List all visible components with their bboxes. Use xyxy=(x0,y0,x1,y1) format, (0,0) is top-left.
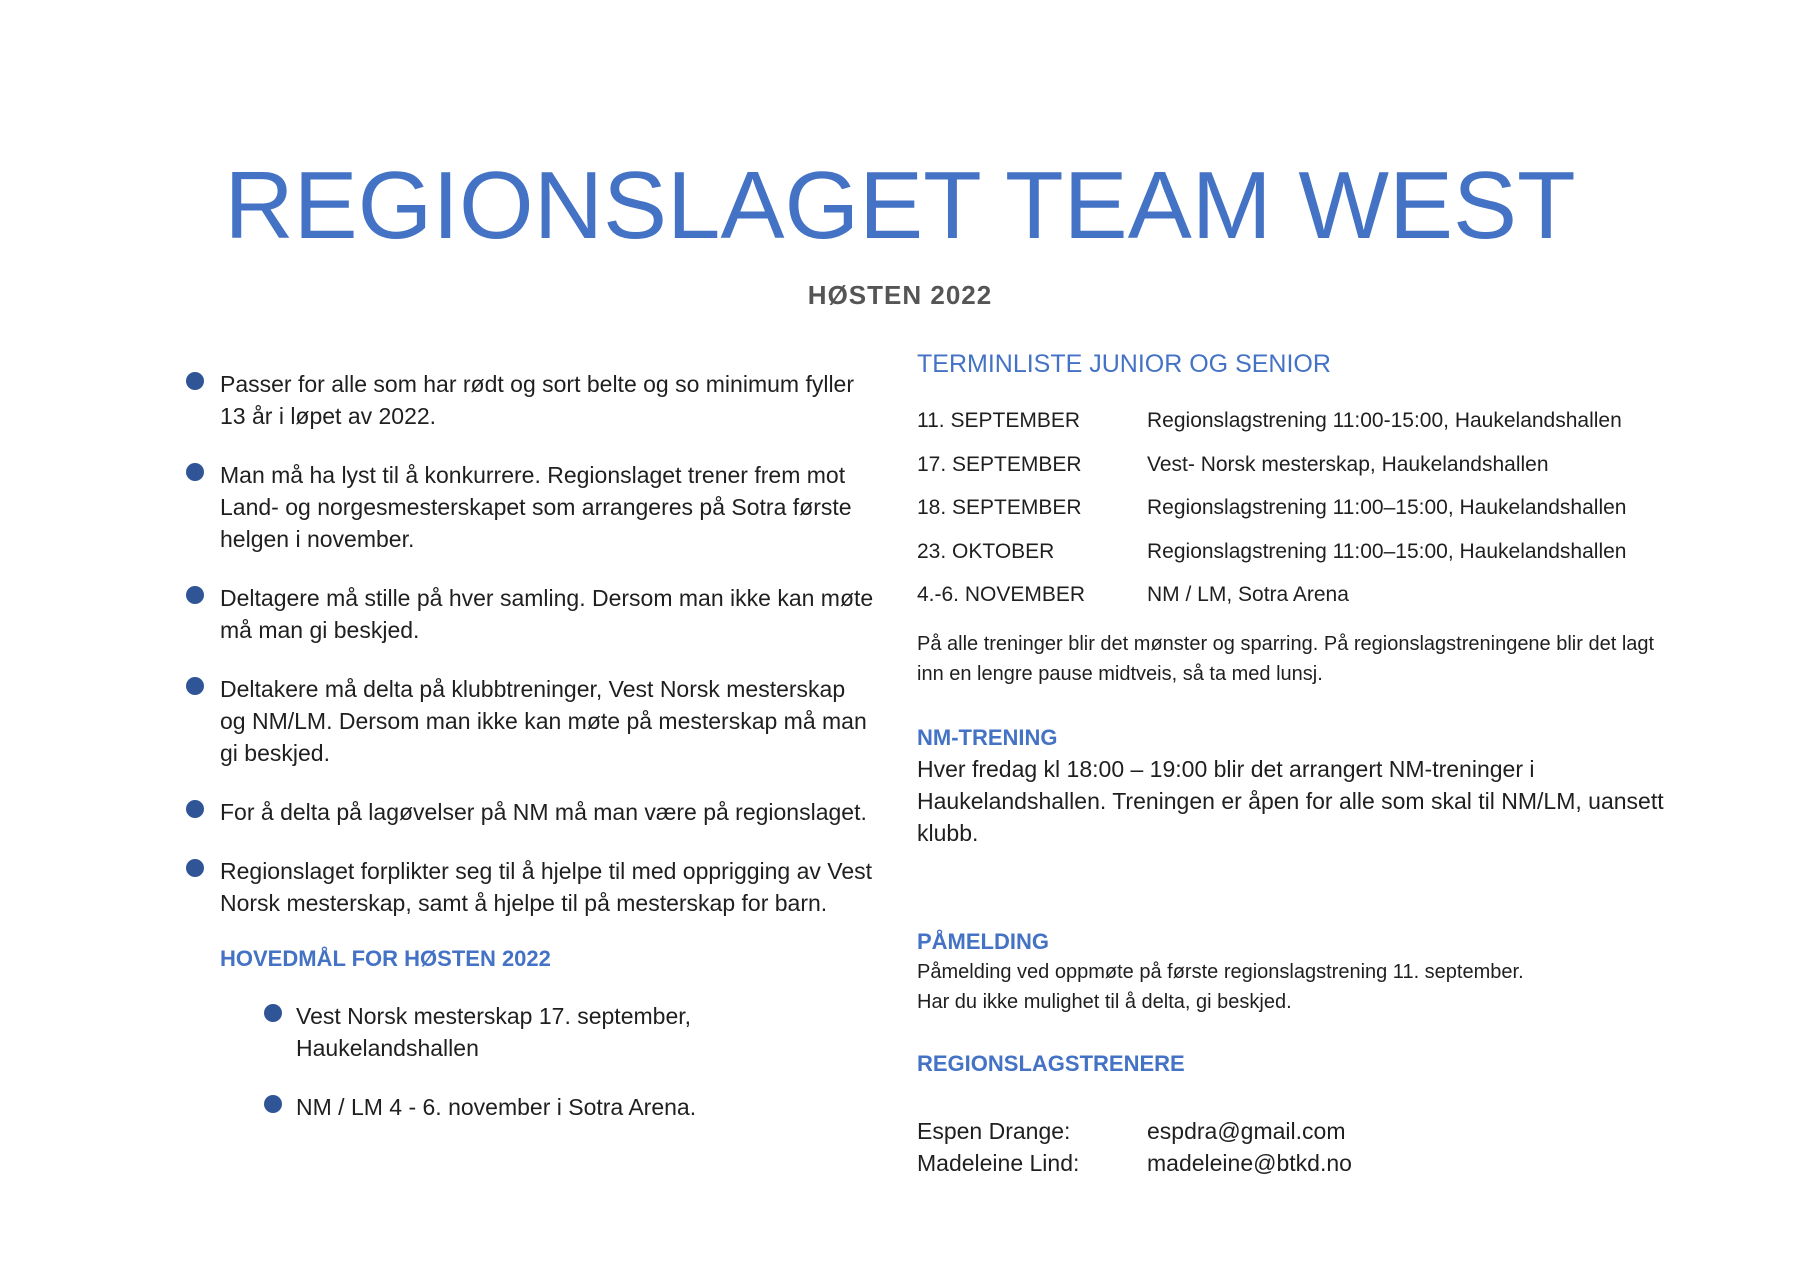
list-item: Man må ha lyst til å konkurrere. Regionslaget trener frem mot Land- og norgesmesterskapet som arrangeres på Sotra første helgen i november. xyxy=(186,459,876,555)
schedule-date: 23. OKTOBER xyxy=(917,539,1055,563)
trainers-heading: REGIONSLAGSTRENERE xyxy=(917,1050,1185,1076)
trainer-name: Espen Drange: xyxy=(917,1117,1071,1144)
schedule-date: 11. SEPTEMBER xyxy=(917,409,1080,432)
goals-heading: HOVEDMÅL FOR HØSTEN 2022 xyxy=(220,946,551,971)
info-column xyxy=(917,350,1677,1179)
schedule-event: Regionslagstrening 11:00-15:00, Haukelandshallen xyxy=(1147,409,1622,432)
schedule-heading: TERMINLISTE JUNIOR OG SENIOR xyxy=(917,350,1331,378)
requirements-list xyxy=(186,368,876,919)
goals-list xyxy=(296,1000,876,1123)
schedule-event: NM / LM, Sotra Arena xyxy=(1147,583,1349,606)
bullet-dot-icon xyxy=(186,463,204,481)
list-item: Passer for alle som har rødt og sort belte og so minimum fyller 13 år i løpet av 2022. xyxy=(186,368,876,432)
requirements-column xyxy=(186,368,876,1150)
schedule-date: 18. SEPTEMBER xyxy=(917,496,1082,519)
nm-training-section xyxy=(917,723,1677,849)
nm-training-text: Hver fredag kl 18:00 – 19:00 blir det arrangert NM-treninger i Haukelandshallen. Treningen er åpen for alle som skal til NM/LM, uansett klubb. xyxy=(917,755,1664,846)
table-row xyxy=(917,496,1677,540)
nm-training-heading: NM-TRENING xyxy=(917,724,1058,750)
schedule-date: 17. SEPTEMBER xyxy=(917,452,1082,476)
list-item: NM / LM 4 - 6. november i Sotra Arena. xyxy=(296,1091,876,1123)
schedule-date: 4.-6. NOVEMBER xyxy=(917,583,1086,606)
bullet-dot-icon xyxy=(264,1004,282,1022)
trainer-contacts xyxy=(917,1115,1677,1179)
table-row xyxy=(917,540,1677,584)
bullet-dot-icon xyxy=(186,859,204,877)
table-row xyxy=(917,453,1677,497)
trainer-contact xyxy=(917,1147,1677,1179)
bullet-dot-icon xyxy=(186,586,204,604)
bullet-dot-icon xyxy=(264,1095,282,1113)
table-row xyxy=(917,409,1677,453)
schedule-event: Regionslagstrening 11:00–15:00, Haukelandshallen xyxy=(1147,496,1627,519)
list-item: Deltakere må delta på klubbtreninger, Vest Norsk mesterskap og NM/LM. Dersom man ikke kan møte på mesterskap må man gi beskjed. xyxy=(186,673,876,769)
bullet-dot-icon xyxy=(186,800,204,818)
registration-line-1: Påmelding ved oppmøte på første regionslagstrening 11. september. xyxy=(917,960,1524,983)
bullet-dot-icon xyxy=(186,677,204,695)
trainers-section xyxy=(917,1049,1677,1179)
list-item: Vest Norsk mesterskap 17. september, Haukelandshallen xyxy=(296,1000,876,1064)
registration-heading: PÅMELDING xyxy=(917,928,1049,954)
trainer-email[interactable]: madeleine@btkd.no xyxy=(1147,1149,1352,1176)
list-item: For å delta på lagøvelser på NM må man være på regionslaget. xyxy=(186,796,876,828)
list-item: Regionslaget forplikter seg til å hjelpe til med opprigging av Vest Norsk mesterskap, samt å hjelpe til på mesterskap for barn. xyxy=(186,855,876,919)
schedule-note: På alle treninger blir det mønster og sparring. På regionslagstreningene blir det lagt inn en lengre pause midtveis, så ta med lunsj. xyxy=(917,632,1655,685)
list-item: Deltagere må stille på hver samling. Dersom man ikke kan møte må man gi beskjed. xyxy=(186,582,876,646)
schedule-event: Regionslagstrening 11:00–15:00, Haukelandshallen xyxy=(1147,539,1627,563)
schedule-table xyxy=(917,409,1677,627)
trainer-name: Madeleine Lind: xyxy=(917,1149,1080,1176)
bullet-dot-icon xyxy=(186,372,204,390)
trainer-email[interactable]: espdra@gmail.com xyxy=(1147,1117,1346,1144)
trainer-contact xyxy=(917,1115,1677,1147)
page-title: REGIONSLAGET TEAM WEST xyxy=(224,152,1576,259)
registration-section xyxy=(917,927,1677,1017)
page-subtitle: HØSTEN 2022 xyxy=(807,280,993,310)
table-row xyxy=(917,583,1677,627)
schedule-event: Vest- Norsk mesterskap, Haukelandshallen xyxy=(1147,452,1549,476)
registration-line-2: Har du ikke mulighet til å delta, gi beskjed. xyxy=(917,990,1292,1013)
